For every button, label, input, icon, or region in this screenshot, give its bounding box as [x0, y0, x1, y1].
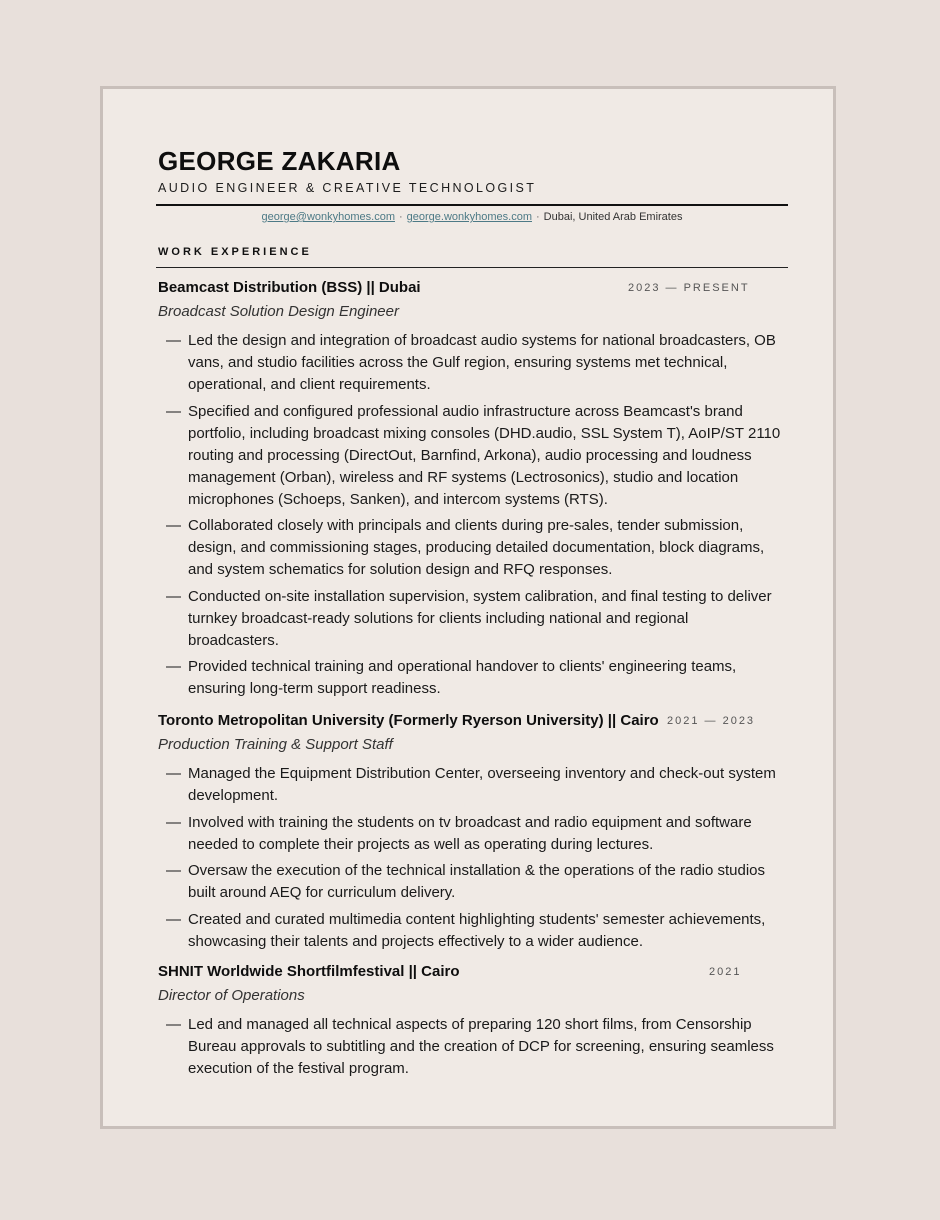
person-title: AUDIO ENGINEER & CREATIVE TECHNOLOGIST: [158, 181, 537, 195]
resume-page: [100, 86, 836, 1129]
bullet-dash: —: [166, 402, 181, 420]
job-dates: 2021 — 2023: [667, 715, 756, 727]
person-name: GEORGE ZAKARIA: [158, 146, 401, 176]
bullet-dash: —: [166, 765, 181, 782]
bullet-dash: —: [166, 813, 181, 831]
job-position: Director of Operations: [158, 987, 305, 1004]
job-header: [158, 279, 788, 301]
company-name: Beamcast Distribution (BSS) || Dubai: [158, 279, 421, 296]
website-link[interactable]: george.wonkyhomes.com: [406, 211, 532, 223]
list-item: [166, 656, 783, 700]
job-bullets: [158, 763, 788, 953]
section-title-work-experience: WORK EXPERIENCE: [158, 246, 312, 258]
list-item: [166, 860, 783, 904]
list-item: [166, 401, 783, 511]
job-bullets: [158, 330, 788, 700]
contact-separator: ·: [536, 211, 540, 223]
job-header: [158, 712, 788, 734]
job-header: [158, 963, 788, 985]
bullet-text: Conducted on-site installation supervision, system calibration, and final testing to deliver turnkey broadcast-ready solutions for clients including national and regional broadcasters.: [188, 587, 772, 649]
company-name: SHNIT Worldwide Shortfilmfestival || Cairo: [158, 963, 460, 980]
bullet-dash: —: [166, 658, 181, 675]
location-text: Dubai, United Arab Emirates: [543, 211, 683, 223]
bullet-text: Led the design and integration of broadcast audio systems for national broadcasters, OB vans, and studio facilities across the Gulf region, ensuring systems met technical, operational, and client requirements.: [188, 332, 776, 393]
company-name: Toronto Metropolitan University (Formerly Ryerson University) || Cairo: [158, 712, 659, 729]
bullet-text: Led and managed all technical aspects of preparing 120 short films, from Censorship Bureau approvals to subtitling and the creation of DCP for screening, ensuring seamless execution of the festival program.: [188, 1016, 774, 1077]
job-dates: 2023 — PRESENT: [628, 282, 750, 294]
bullet-dash: —: [166, 1016, 181, 1033]
job-entry-beamcast: [158, 279, 788, 705]
bullet-text: Created and curated multimedia content highlighting students' semester achievements, showcasing their talents and projects effectively to a wider audience.: [188, 910, 766, 950]
list-item: [166, 586, 783, 652]
list-item: [166, 330, 783, 396]
contact-separator: ·: [398, 211, 403, 223]
job-bullets: [158, 1014, 788, 1080]
bullet-dash: —: [166, 332, 181, 349]
list-item: [166, 812, 783, 856]
bullet-dash: —: [166, 910, 181, 928]
job-entry-tmu: [158, 712, 788, 957]
header-divider: [156, 204, 788, 206]
job-position: Production Training & Support Staff: [158, 736, 393, 753]
bullet-dash: —: [166, 862, 181, 879]
bullet-text: Collaborated closely with principals and clients during pre-sales, tender submission, design, and commissioning stages, producing detailed documentation, block diagrams, and system schematics for solution design and RFQ responses.: [188, 517, 765, 578]
bullet-text: Specified and configured professional audio infrastructure across Beamcast's brand portfolio, including broadcast mixing consoles (DHD.audio, SSL System T), AoIP/ST 2110 routing and processing (DirectOut, Barnfind, Arkona), audio processing and loudness management (Orban), wireless and RF systems (Lectrosonics), studio and location microphones (Schoeps, Sanken), and intercom systems (RTS).: [188, 402, 781, 508]
list-item: [166, 1014, 783, 1080]
job-position: Broadcast Solution Design Engineer: [158, 303, 399, 320]
list-item: [166, 763, 783, 807]
list-item: [166, 515, 783, 581]
job-entry-shnit: [158, 963, 788, 1085]
bullet-dash: —: [166, 587, 181, 605]
bullet-text: Oversaw the execution of the technical installation & the operations of the radio studios built around AEQ for curriculum delivery.: [188, 862, 766, 901]
bullet-text: Provided technical training and operational handover to clients' engineering teams, ensuring long-term support readiness.: [188, 658, 737, 697]
email-link[interactable]: george@wonkyhomes.com: [261, 211, 395, 223]
section-divider: [156, 267, 788, 268]
list-item: [166, 909, 783, 953]
bullet-dash: —: [166, 517, 181, 534]
bullet-text: Involved with training the students on tv broadcast and radio equipment and software needed to complete their projects as well as operating during lectures.: [188, 813, 752, 853]
job-dates: 2021: [709, 966, 742, 978]
contact-line: [156, 211, 788, 223]
bullet-text: Managed the Equipment Distribution Center, overseeing inventory and check-out system development.: [188, 765, 776, 804]
